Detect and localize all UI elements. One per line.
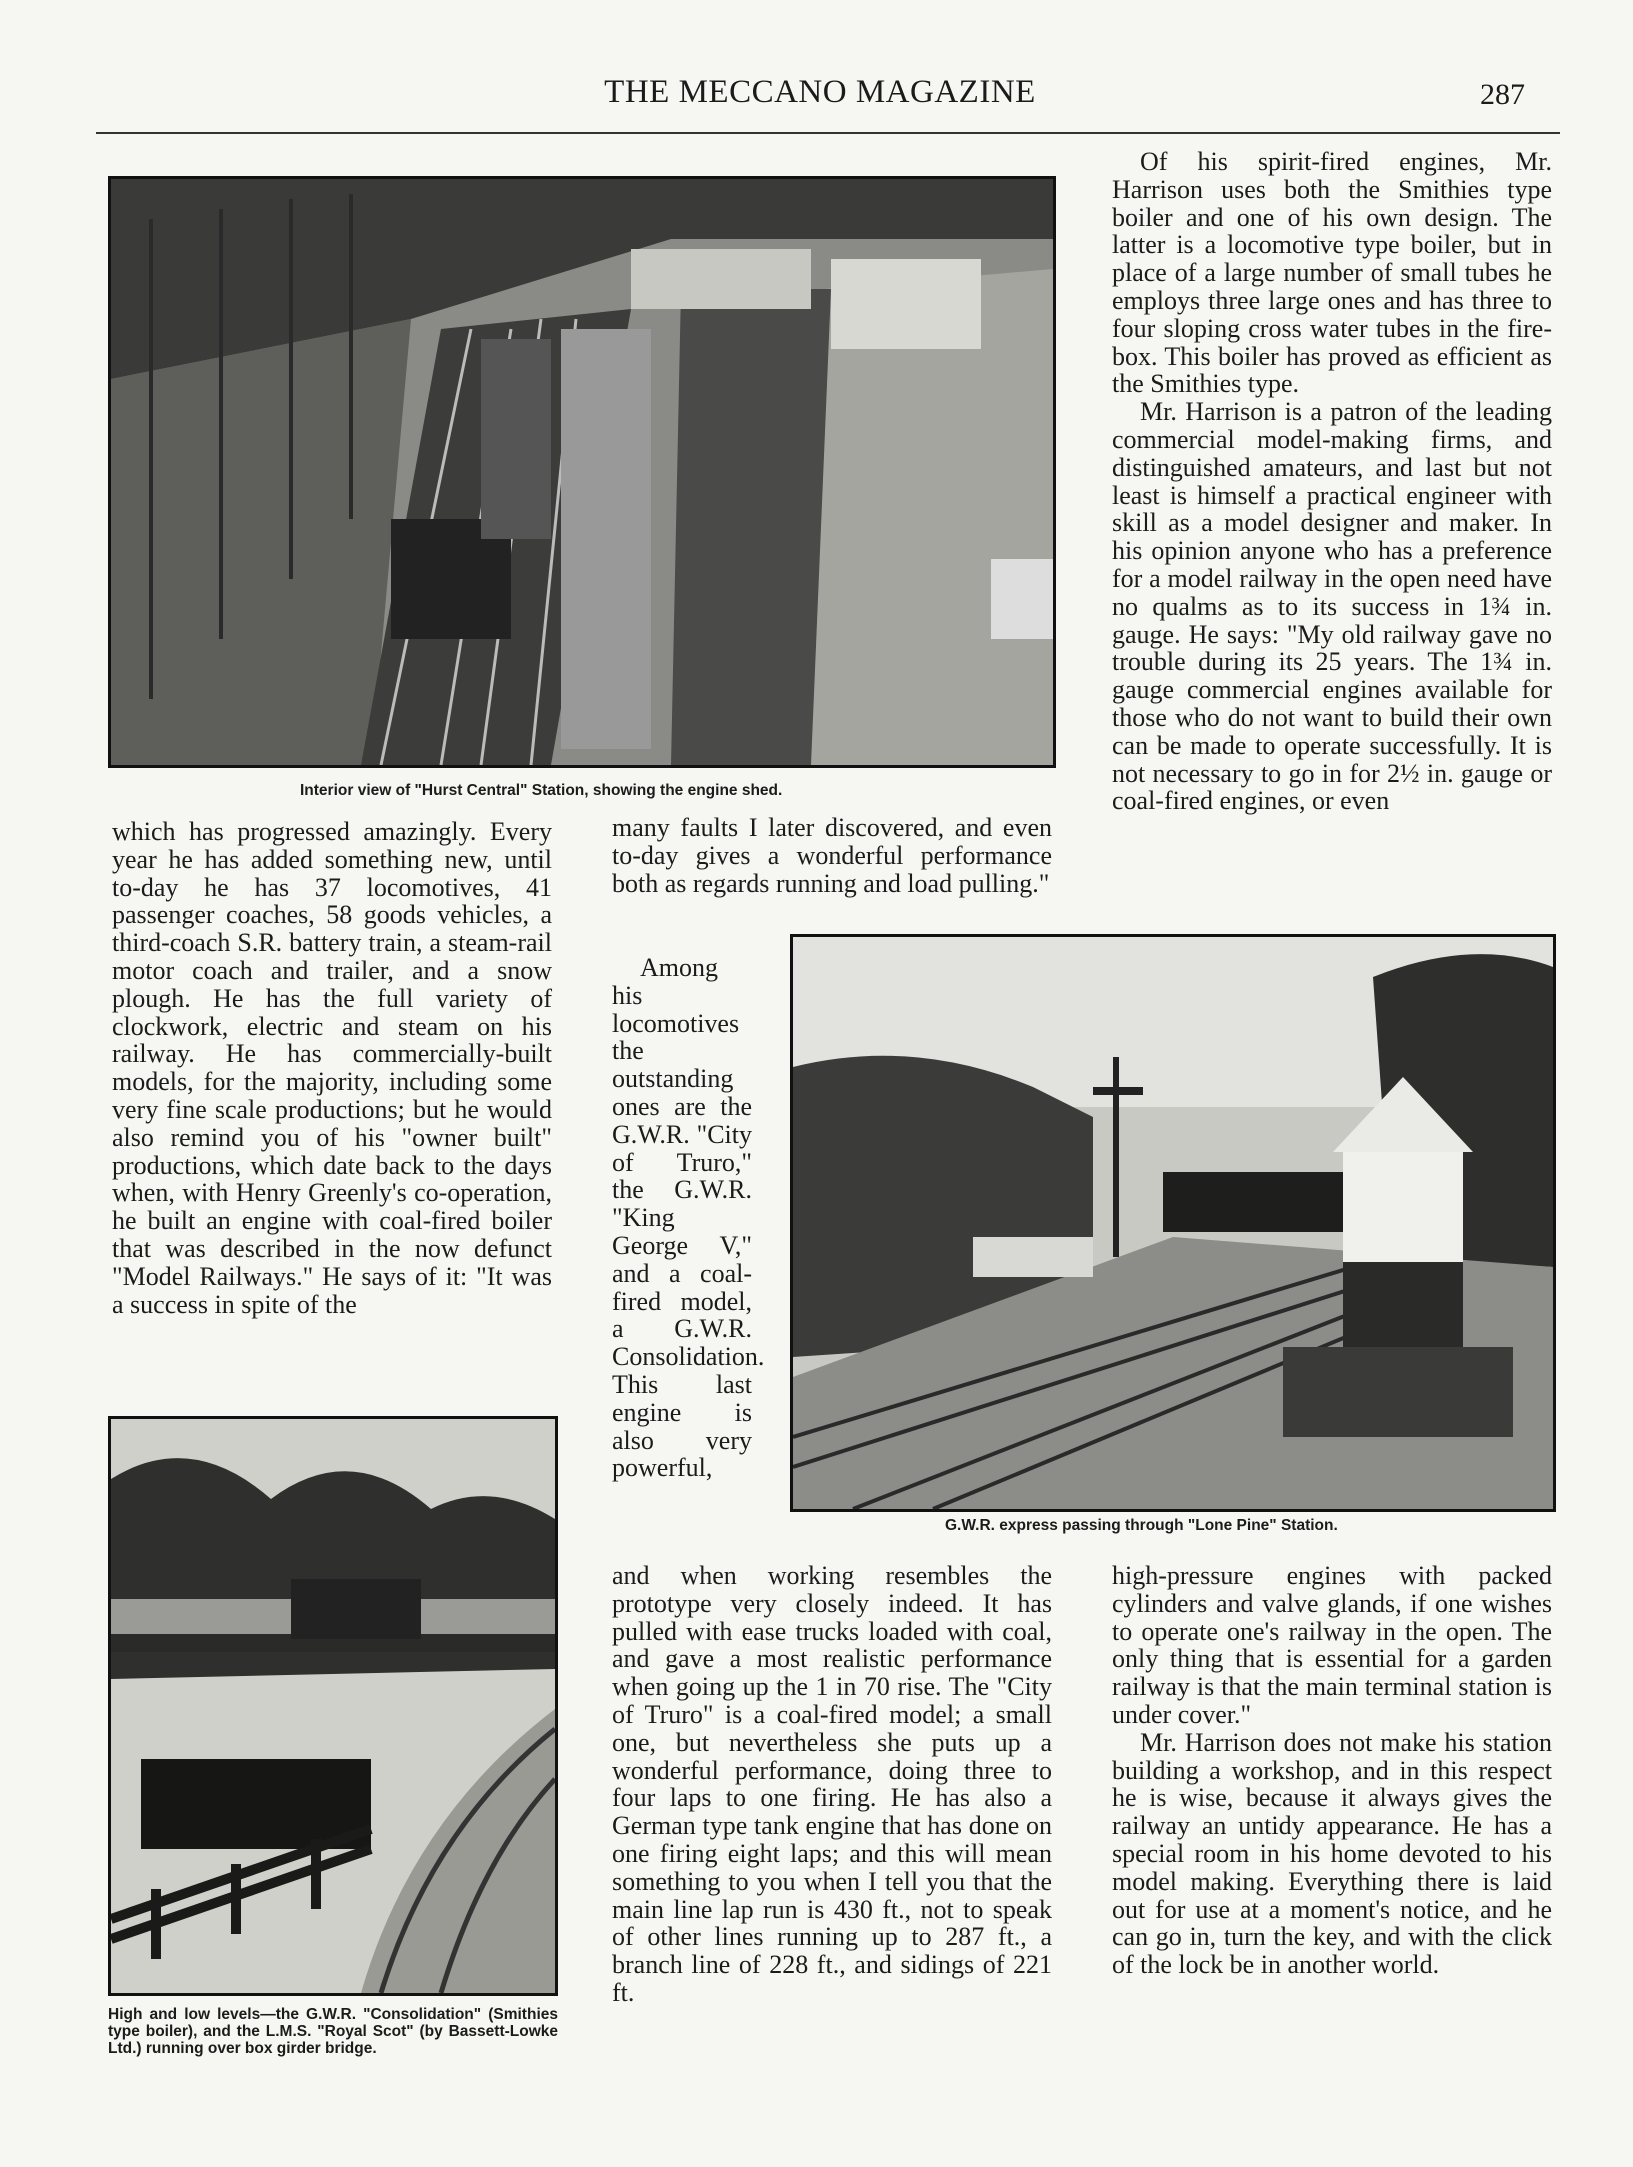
- photo-lone-pine: [790, 934, 1556, 1512]
- photo-girder-bridge: [111, 1419, 555, 1993]
- article-col-3-bottom: [1112, 1562, 1552, 1979]
- article-col-1: [112, 818, 552, 1318]
- col1-paragraph: which has progressed amazingly. Every year he has added something new, until to-day he has 37 locomotives, 41 passenger coaches, 58 goods vehicles, a third-coach S.R. battery train, a steam-rail motor coach and trailer, and a snow plough. He has the full variety of clockwork, electric and steam on his railway. He has commercially-built models, for the majority, including some very fine scale productions; but he would also remind you of his "owner built" productions, which date back to the days when, with Henry Greenly's co-operation, he built an engine with coal-fired boiler that was described in the now defunct "Model Railways." He says of it: "It was a success in spite of the: [112, 817, 552, 1319]
- page-number: 287: [1480, 78, 1525, 111]
- photo-engine-shed: [111, 179, 1053, 765]
- article-col-2-top: [612, 814, 1052, 897]
- photo-girder-bridge: [108, 1416, 558, 1996]
- header-rule: [96, 132, 1560, 134]
- caption-lone-pine: G.W.R. express passing through "Lone Pine" Station.: [945, 1517, 1338, 1534]
- photo-signal-box: [793, 937, 1553, 1509]
- caption-girder-bridge: High and low levels—the G.W.R. "Consolidation" (Smithies type boiler), and the L.M.S. "Royal Scot" (by Bassett-Lowke Ltd.) running over box girder bridge.: [108, 2006, 558, 2057]
- col2-top-paragraph: many faults I later discovered, and even to-day gives a wonderful performance both as regards running and load pulling.": [612, 813, 1052, 898]
- article-col-2-bottom: [612, 1562, 1052, 2007]
- article-col-2-narrow: [612, 953, 765, 1483]
- col2-bottom-paragraph: and when working resembles the prototype very closely indeed. It has pulled with ease trucks loaded with coal, and gave a most realistic performance when going up the 1 in 70 rise. The "City of Truro" is a coal-fired model; a small one, but nevertheless she puts up a wonderful performance, doing three to four laps to one firing. He has also a German type tank engine that has done on one firing eight laps; and this will mean something to you when I tell you that the main line lap run is 430 ft., not to speak of other lines running up to 287 ft., a branch line of 228 ft., and sidings of 221 ft.: [612, 1561, 1052, 2007]
- col3-bottom-paragraph-2: Mr. Harrison does not make his station building a workshop, and in this respect he is wise, because it always gives the railway an untidy appearance. He has a special room in his home devoted to his model making. Everything there is laid out for use at a moment's notice, and he can go in, turn the key, and with the click of the lock be in another world.: [1112, 1727, 1552, 1980]
- article-col-3-top: [1112, 148, 1552, 815]
- photo-hurst-central: [108, 176, 1056, 768]
- magazine-title: THE MECCANO MAGAZINE: [604, 74, 1036, 110]
- col3-top-paragraph-2: Mr. Harrison is a patron of the leading commercial model-making firms, and distinguished amateurs, and last but not least is himself a practical engineer with skill as a model designer and maker. In his opinion anyone who has a preference for a model railway in the open need have no qualms as to its success in 1¾ in. gauge. He says: "My old railway gave no trouble during its 25 years. The 1¾ in. gauge commercial engines available for those who do not want to build their own can be made to operate successfully. It is not necessary to go in for 2½ in. gauge or coal-fired engines, or even: [1112, 397, 1552, 816]
- caption-hurst-central: Interior view of "Hurst Central" Station, showing the engine shed.: [300, 782, 783, 799]
- col3-top-paragraph-1: Of his spirit-fired engines, Mr. Harrison uses both the Smithies type boiler and one of his own design. The latter is a locomotive type boiler, but in place of a large number of small tubes he employs three large ones and has three to four sloping cross water tubes in the fire-box. This boiler has proved as efficient as the Smithies type.: [1112, 147, 1552, 399]
- col2-narrow-paragraph: Among his locomotives the outstanding ones are the G.W.R. "City of Truro," the G.W.R. "King George V," and a coal-fired model, a G.W.R. Consolidation. This last engine is also very powerful,: [612, 953, 765, 1483]
- col3-bottom-paragraph-1: high-pressure engines with packed cylinders and valve glands, if one wishes to operate one's railway in the open. The only thing that is essential for a garden railway is that the main terminal station is under cover.": [1112, 1561, 1552, 1729]
